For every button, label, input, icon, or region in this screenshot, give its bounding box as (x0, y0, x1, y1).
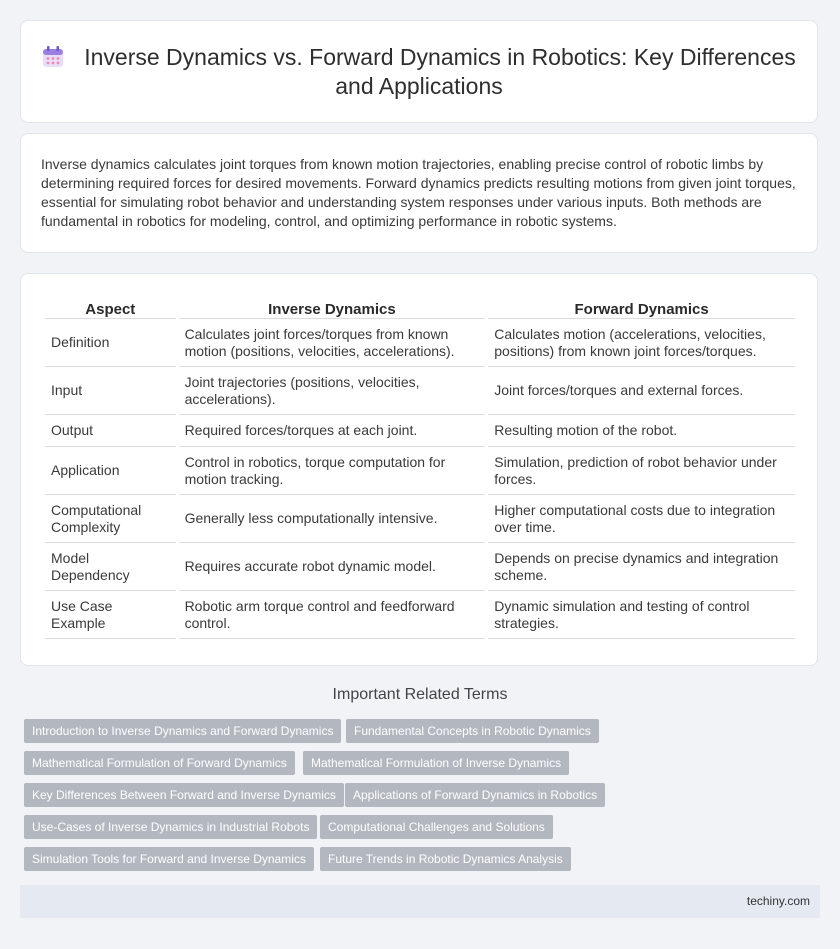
footer-site-link[interactable]: techiny.com (746, 894, 810, 908)
table-row (45, 367, 795, 415)
footer-bar (20, 885, 820, 918)
table-cell-forward: Calculates motion (accelerations, velocities, positions) from known joint forces/torques. (488, 319, 795, 367)
table-cell-inverse: Control in robotics, torque computation for motion tracking. (179, 447, 486, 495)
related-term-tag[interactable]: Applications of Forward Dynamics in Robotics (345, 783, 605, 807)
table-row (45, 543, 795, 591)
table-row (45, 447, 795, 495)
table-cell-aspect: Computational Complexity (45, 495, 176, 543)
table-cell-forward: Dynamic simulation and testing of control strategies. (488, 591, 795, 639)
column-header-forward: Forward Dynamics (488, 294, 795, 319)
table-cell-inverse: Robotic arm torque control and feedforward control. (179, 591, 486, 639)
related-term-tag[interactable]: Future Trends in Robotic Dynamics Analysis (320, 847, 571, 871)
table-cell-aspect: Use Case Example (45, 591, 176, 639)
summary-paragraph: Inverse dynamics calculates joint torques from known motion trajectories, enabling precise control of robotic limbs by determining required forces for desired movements. Forward dynamics predicts resulting motions from given joint torques, essential for simulating robot behavior and understanding system responses under various inputs. Both methods are fundamental in robotics for modeling, control, and optimizing performance in robotic systems. (41, 156, 796, 229)
related-term-tag[interactable]: Mathematical Formulation of Inverse Dynamics (303, 751, 569, 775)
related-term-tag[interactable]: Mathematical Formulation of Forward Dynamics (24, 751, 295, 775)
related-term-tag[interactable]: Fundamental Concepts in Robotic Dynamics (346, 719, 599, 743)
table-cell-forward: Depends on precise dynamics and integration scheme. (488, 543, 795, 591)
table-cell-aspect: Output (45, 415, 176, 447)
table-row (45, 591, 795, 639)
related-term-tag[interactable]: Key Differences Between Forward and Inverse Dynamics (24, 783, 344, 807)
comparison-table (42, 294, 798, 639)
table-cell-forward: Resulting motion of the robot. (488, 415, 795, 447)
table-cell-forward: Simulation, prediction of robot behavior under forces. (488, 447, 795, 495)
column-header-inverse: Inverse Dynamics (179, 294, 486, 319)
summary-card (20, 133, 818, 253)
table-row (45, 495, 795, 543)
calendar-icon (42, 46, 64, 68)
title-text: Inverse Dynamics vs. Forward Dynamics in Robotics: Key Differences and Applications (84, 44, 796, 99)
table-cell-aspect: Application (45, 447, 176, 495)
table-cell-forward: Joint forces/torques and external forces. (488, 367, 795, 415)
table-cell-inverse: Required forces/torques at each joint. (179, 415, 486, 447)
table-cell-aspect: Model Dependency (45, 543, 176, 591)
table-cell-inverse: Calculates joint forces/torques from known motion (positions, velocities, accelerations). (179, 319, 486, 367)
related-term-tag[interactable]: Computational Challenges and Solutions (320, 815, 553, 839)
title-card (20, 20, 818, 123)
table-cell-inverse: Joint trajectories (positions, velocities, accelerations). (179, 367, 486, 415)
table-cell-forward: Higher computational costs due to integration over time. (488, 495, 795, 543)
page-title (21, 43, 817, 101)
table-cell-inverse: Generally less computationally intensive. (179, 495, 486, 543)
table-cell-inverse: Requires accurate robot dynamic model. (179, 543, 486, 591)
table-row (45, 415, 795, 447)
table-cell-aspect: Input (45, 367, 176, 415)
related-term-tag[interactable]: Introduction to Inverse Dynamics and Forward Dynamics (24, 719, 341, 743)
related-term-tag[interactable]: Simulation Tools for Forward and Inverse Dynamics (24, 847, 314, 871)
related-terms-heading: Important Related Terms (332, 686, 508, 703)
column-header-aspect: Aspect (45, 294, 176, 319)
comparison-card (20, 273, 818, 666)
related-term-tag[interactable]: Use-Cases of Inverse Dynamics in Industrial Robots (24, 815, 317, 839)
table-header-row (45, 294, 795, 319)
table-cell-aspect: Definition (45, 319, 176, 367)
table-row (45, 319, 795, 367)
